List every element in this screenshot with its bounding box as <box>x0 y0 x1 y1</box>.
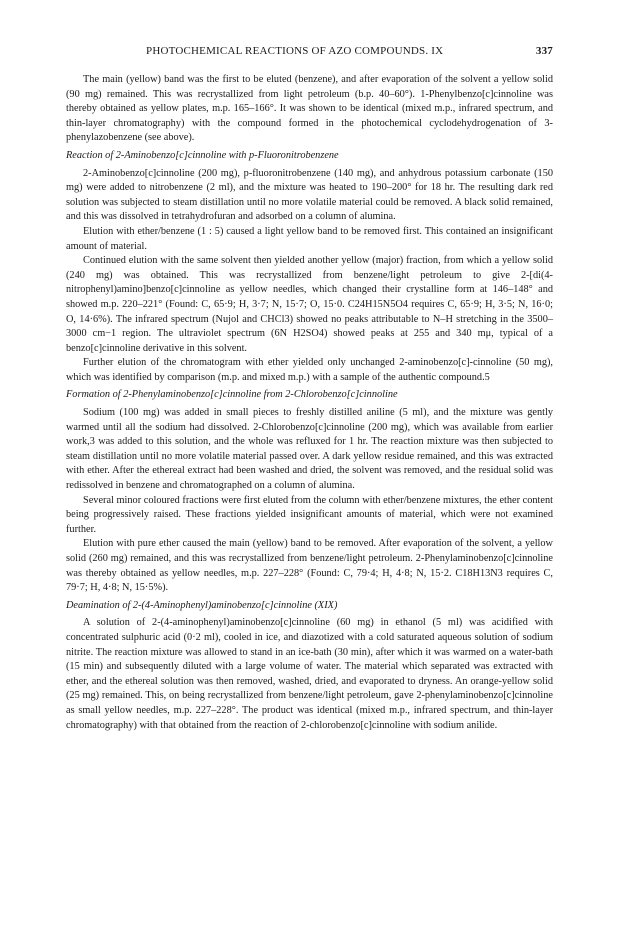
paragraph: The main (yellow) band was the first to be eluted (benzene), and after evaporation of the solvent a yellow solid (90 mg) remained. This was recrystallized from light petroleum (b.p. 40–60°). 1-Phenylbenzo[c]cinnoline was thereby obtained as yellow plates, m.p. 165–166°. It was shown to be identical (mixed m.p., infrared spectrum, and thin-layer chromatography) with the compound formed in the photochemical cyclodehydrogenation of 3-phenylazobenzene (see above). <box>66 74 553 144</box>
paragraph: Elution with ether/benzene (1 : 5) caused a light yellow band to be removed first. This contained an insignificant amount of material. <box>66 225 553 252</box>
paragraph: Elution with pure ether caused the main (yellow) band to be removed. After evaporation of the solvent, a yellow solid (260 mg) remained, and this was recrystallized from benzene/light petroleum. 2-Phenylaminobenzo[c]cinnoline was thereby obtained as yellow needles, m.p. 227–228° (Found: C, 79·4; H, 4·8; N, 15·2. C18H13N3 requires C, 79·7; H, 4·8; N, 15·5%). <box>66 538 553 594</box>
section-heading: Deamination of 2-(4-Aminophenyl)aminobenzo[c]cinnoline (XIX) <box>66 599 338 611</box>
paragraph: Sodium (100 mg) was added in small pieces to freshly distilled aniline (5 ml), and the mixture was gently warmed until all the sodium had dissolved. 2-Chlorobenzo[c]cinnoline (200 mg), which was available from earlier work,3 was added to this solution, and the whole was refluxed for 1 hr. The reaction mixture was then subjected to steam distillation until no more volatile material passed over. A dark yellow residue remained, and this was extracted with ether. After the ethereal extract had been washed and dried, the solvent was removed, and the residual solid was redissolved in benzene and chromatographed on a column of alumina. <box>66 407 553 492</box>
paragraph: 2-Aminobenzo[c]cinnoline (200 mg), p-fluoronitrobenzene (140 mg), and anhydrous potassium carbonate (150 mg) were added to nitrobenzene (2 ml), and the mixture was heated to 190–200° for 18 hr. The resulting dark red solution was subjected to steam distillation until no more volatile material could be removed. A black solid remained, and this was dissolved in tetrahydrofuran and adsorbed on a column of alumina. <box>66 167 553 223</box>
page-number: 337 <box>535 45 553 57</box>
paragraph: A solution of 2-(4-aminophenyl)aminobenzo[c]cinnoline (60 mg) in ethanol (5 ml) was acidified with concentrated sulphuric acid (0·2 ml), cooled in ice, and diazotized with a cold saturated aqueous solution of sodium nitrite. The reaction mixture was allowed to stand in an ice-bath (30 min), after which it was warmed on a water-bath (15 min) and subsequently diluted with a large volume of water. The material which separated was extracted with ether, and the ethereal solution was then removed, washed, dried, and evaporated to dryness. An orange-yellow solid (25 mg) remained. This, on being recrystallized from benzene/light petroleum, gave 2-phenylaminobenzo[c]cinnoline as small yellow needles, m.p. 227–228°. The product was identical (mixed m.p., infrared spectrum, and thin-layer chromatography) with that obtained from the reaction of 2-chlorobenzo[c]cinnoline with sodium anilide. <box>66 617 553 731</box>
section-heading: Formation of 2-Phenylaminobenzo[c]cinnoline from 2-Chlorobenzo[c]cinnoline <box>66 389 398 401</box>
paragraph: Several minor coloured fractions were first eluted from the column with ether/benzene mixtures, the ether content being progressively raised. These fractions yielded insignificant amounts of material, which were not examined further. <box>66 494 553 535</box>
section-heading: Reaction of 2-Aminobenzo[c]cinnoline with p-Fluoronitrobenzene <box>66 149 339 161</box>
article-body <box>66 73 553 733</box>
running-header <box>66 45 553 59</box>
paragraph: Continued elution with the same solvent then yielded another yellow (major) fraction, from which a yellow solid (240 mg) was obtained. This was recrystallized from benzene/light petroleum to give 2-[di(4-nitrophenyl)amino]benzo[c]cinnoline as yellow needles, which changed their crystalline form at 146–148° and showed m.p. 220–221° (Found: C, 65·9; H, 3·7; N, 15·7; O, 15·0. C24H15N5O4 requires C, 65·9; H, 3·5; N, 16·0; O, 14·6%). The infrared spectrum (Nujol and CHCl3) showed no peaks attributable to N–H stretching in the 3500–3000 cm−1 region. The ultraviolet spectrum (6N H2SO4) showed peaks at 255 and 340 mμ, typical of a benzo[c]cinnoline derivative in this solvent. <box>66 255 553 354</box>
running-title: PHOTOCHEMICAL REACTIONS OF AZO COMPOUNDS. IX <box>146 45 444 57</box>
paragraph: Further elution of the chromatogram with ether yielded only unchanged 2-aminobenzo[c]-cinnoline (50 mg), which was identified by comparison (m.p. and mixed m.p.) with a sample of the authentic compound.5 <box>66 357 553 383</box>
